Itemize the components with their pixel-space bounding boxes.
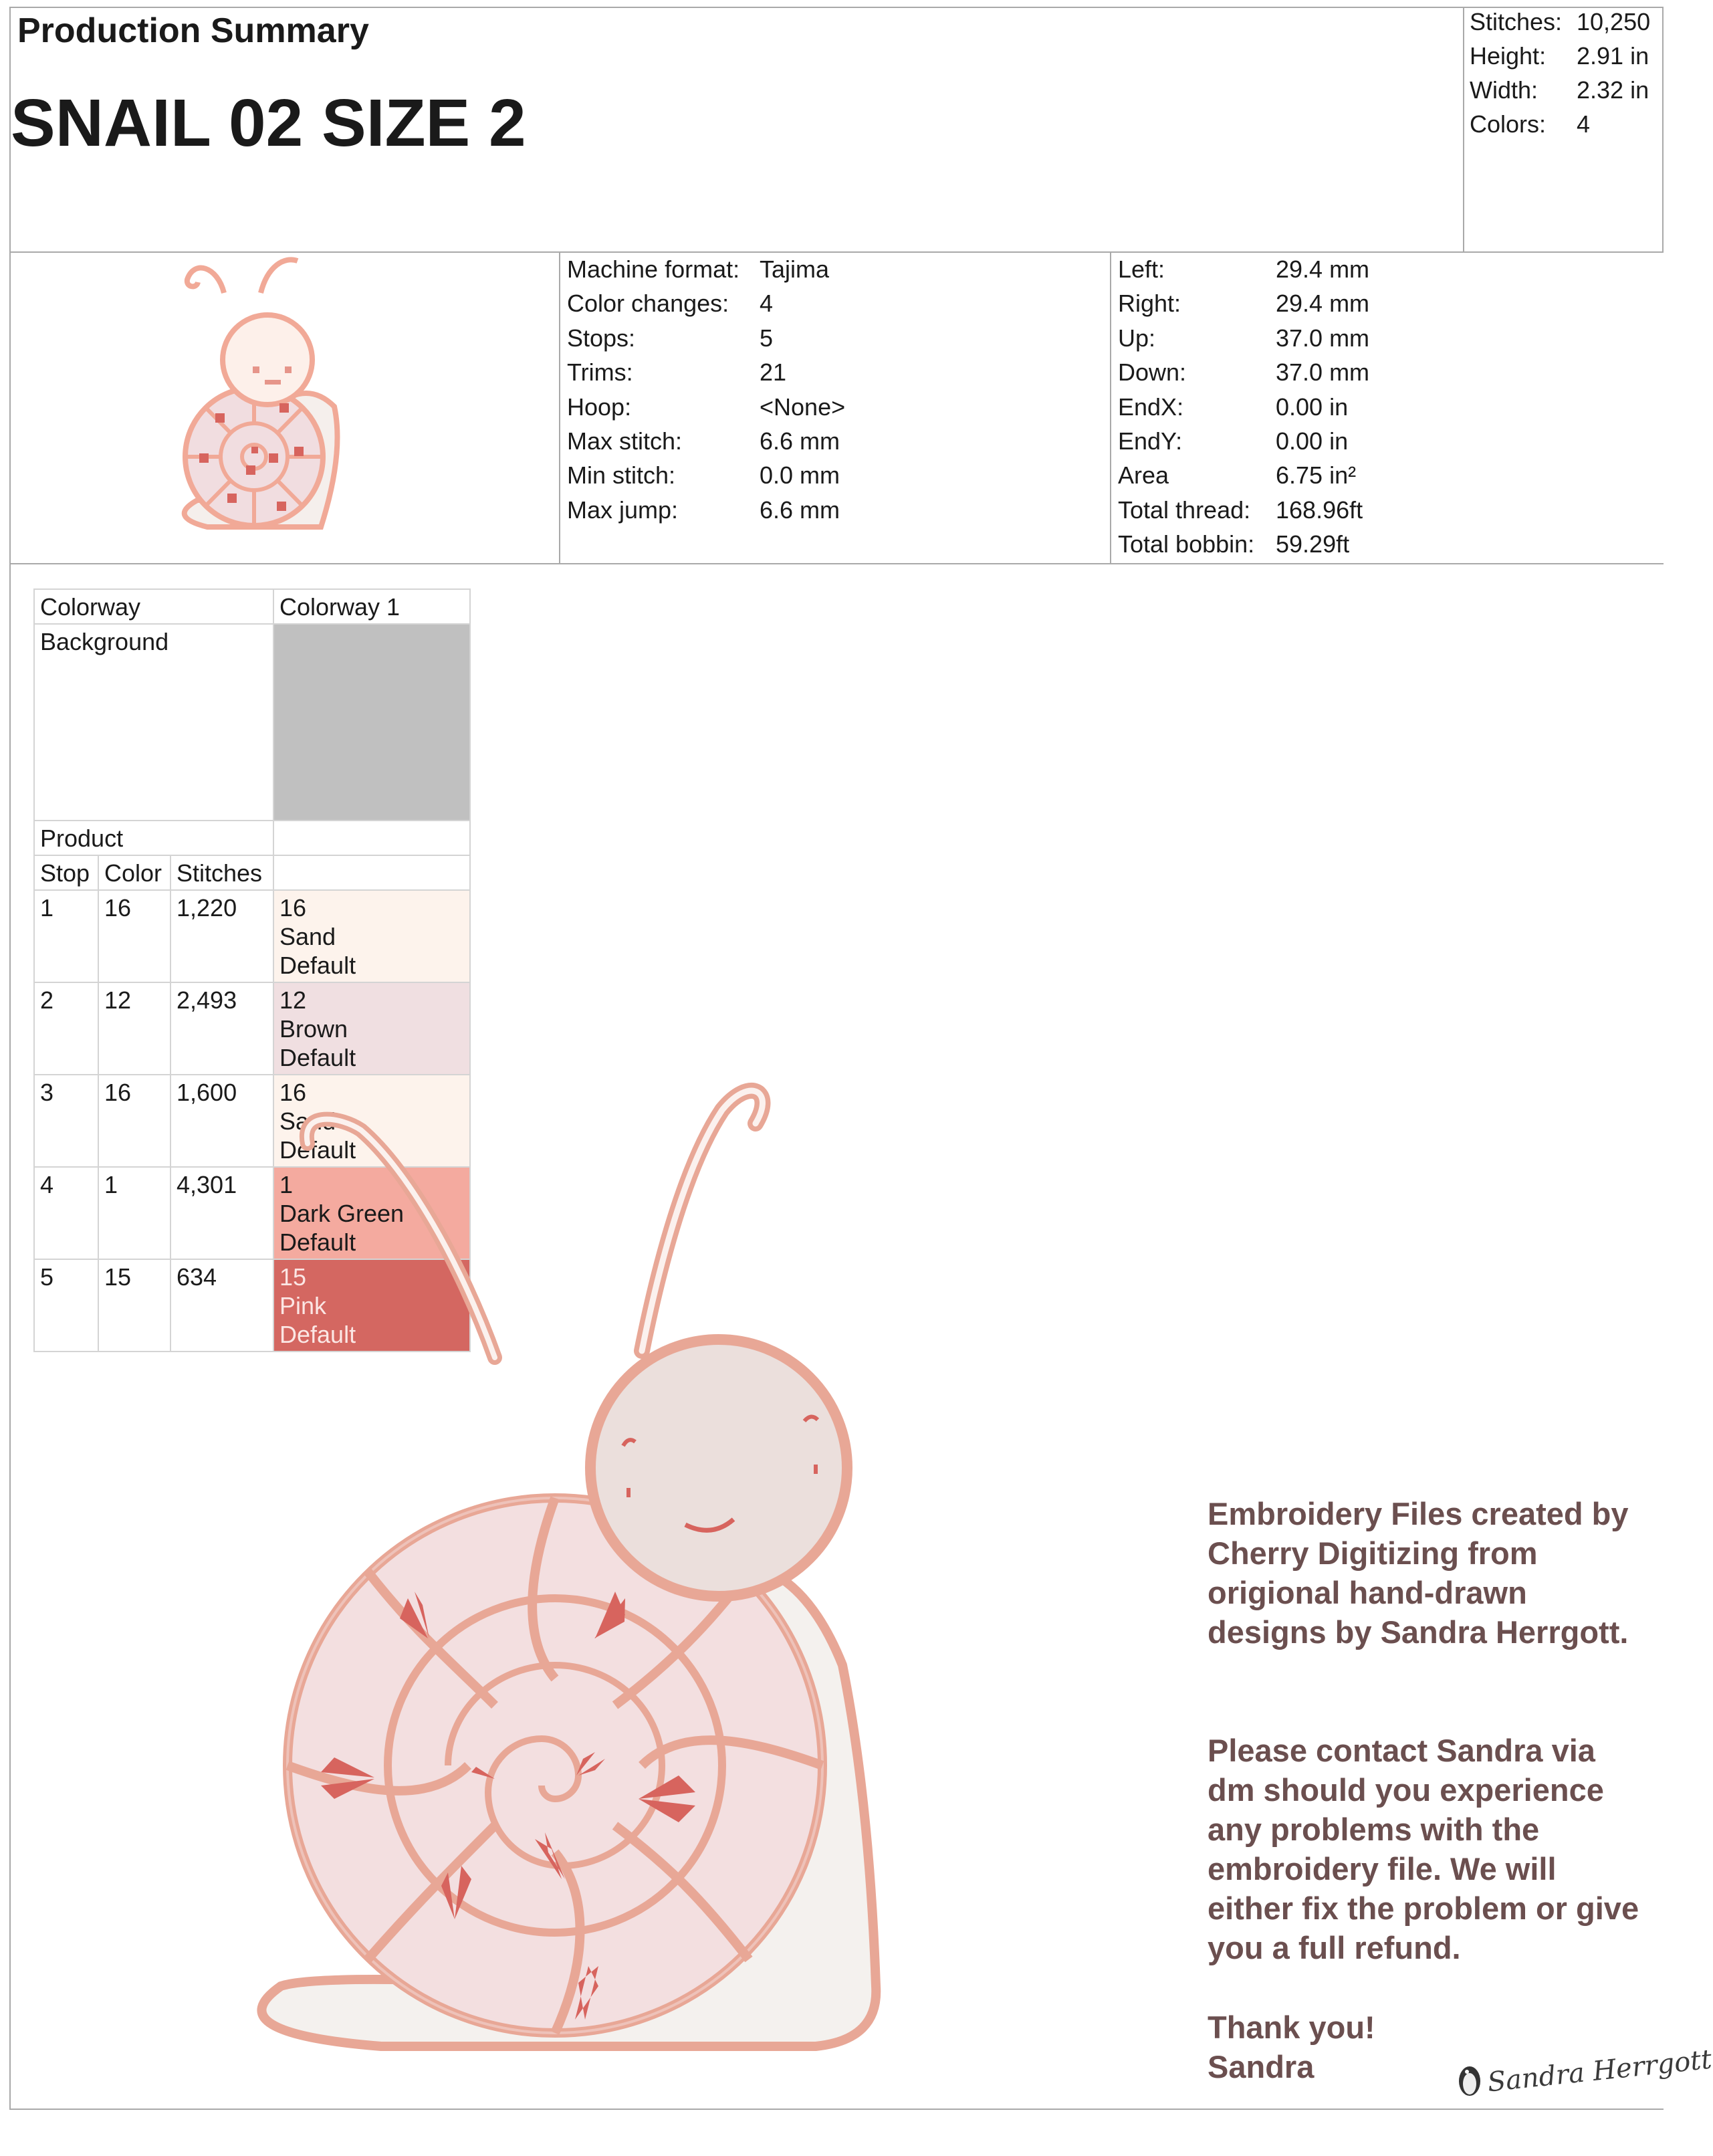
summary-stat-label: Width: (1470, 76, 1538, 104)
extents-info-label: Down: (1118, 358, 1187, 387)
thread-name: Sand (279, 1107, 336, 1135)
machine-info-label: Hoop: (567, 393, 632, 421)
stop-color: 16 (98, 1075, 170, 1167)
thread-num: 15 (279, 1263, 307, 1291)
contact-note: Please contact Sandra via dm should you experience any problems with the embroidery file. We will either fix the problem or give you a full refund. (1208, 1733, 1639, 1965)
summary-stat-label: Stitches: (1470, 8, 1563, 35)
product-label: Product (34, 821, 273, 855)
credit-note: Embroidery Files created by Cherry Digitizing from origional hand-drawn designs by Sandra Herrgott. (1208, 1496, 1629, 1650)
snail-head (590, 1339, 847, 1596)
extents-info-label: Area (1118, 461, 1169, 490)
thanks-text: Thank you! (1208, 2010, 1375, 2045)
thread-swatch (273, 982, 470, 1075)
signature-logo (1455, 2044, 1713, 2104)
extents-info-value: 59.29ft (1276, 530, 1350, 558)
thread-name: Dark Green (279, 1200, 405, 1227)
thread-chart: Default (279, 952, 356, 979)
machine-info-label: Max jump: (567, 496, 679, 524)
extents-info-value: 29.4 mm (1276, 290, 1370, 318)
colorway-label: Colorway (34, 589, 273, 624)
colorway-header-row (34, 589, 470, 624)
extents-info-label: Right: (1118, 290, 1181, 318)
thread-num: 1 (279, 1171, 294, 1198)
thread-chart: Default (279, 1321, 356, 1348)
thumbnail-snail (185, 259, 338, 527)
colorway-name: Colorway 1 (273, 589, 470, 624)
column-header-stop: Stop (34, 855, 98, 890)
stop-stop: 4 (34, 1167, 98, 1259)
extents-info-label: Left: (1118, 255, 1165, 283)
stop-stop: 5 (34, 1259, 98, 1352)
thread-name: Sand (279, 923, 336, 950)
extents-info-value: 0.00 in (1276, 393, 1349, 421)
background-label: Background (34, 624, 273, 821)
extents-info-label: Up: (1118, 324, 1156, 352)
stop-stitches: 634 (170, 1259, 273, 1352)
thread-name: Pink (279, 1292, 327, 1319)
extents-info-value: 168.96ft (1276, 496, 1363, 524)
background-row (34, 624, 470, 821)
divider (1110, 251, 1111, 564)
machine-info-label: Color changes: (567, 290, 729, 318)
product-value (273, 821, 470, 855)
extents-info-value: 6.75 in² (1276, 461, 1357, 490)
stop-stitches: 2,493 (170, 982, 273, 1075)
thread-num: 16 (279, 894, 307, 922)
machine-info-label: Min stitch: (567, 461, 676, 490)
divider (9, 563, 1664, 564)
machine-info-value: Tajima (760, 255, 830, 283)
stop-color: 12 (98, 982, 170, 1075)
machine-info-value: <None> (760, 393, 846, 421)
column-header-row (34, 855, 470, 890)
stop-color: 15 (98, 1259, 170, 1352)
machine-info-value: 6.6 mm (760, 496, 840, 524)
stop-color: 1 (98, 1167, 170, 1259)
stop-stitches: 1,220 (170, 890, 273, 982)
column-header-color: Color (98, 855, 170, 890)
machine-info-value: 5 (760, 324, 774, 352)
extents-info-label: EndY: (1118, 427, 1183, 455)
divider (9, 7, 1662, 8)
stop-stop: 2 (34, 982, 98, 1075)
design-name: SNAIL 02 SIZE 2 (11, 86, 526, 160)
stop-stop: 3 (34, 1075, 98, 1167)
stop-stitches: 4,301 (170, 1167, 273, 1259)
background-swatch (273, 624, 470, 821)
divider (1662, 7, 1664, 253)
column-header-stitches: Stitches (170, 855, 273, 890)
embroidery-preview (241, 1063, 1083, 2093)
machine-info-value: 4 (760, 290, 774, 318)
thread-num: 16 (279, 1079, 307, 1106)
color-stop-row (34, 982, 470, 1075)
sign-name: Sandra (1208, 2049, 1315, 2084)
stop-stop: 1 (34, 890, 98, 982)
machine-info-label: Stops: (567, 324, 636, 352)
product-row (34, 821, 470, 855)
summary-stat-label: Colors: (1470, 110, 1547, 138)
machine-info-value: 0.0 mm (760, 461, 840, 490)
divider (559, 251, 560, 564)
extents-info-label: EndX: (1118, 393, 1184, 421)
thread-name: Brown (279, 1015, 348, 1043)
machine-info-label: Machine format: (567, 255, 740, 283)
penguin-icon (1455, 2058, 1484, 2098)
thread-num: 12 (279, 986, 307, 1014)
signature-text: Sandra Herrgott (1486, 2044, 1713, 2098)
stop-color: 16 (98, 890, 170, 982)
stop-stitches: 1,600 (170, 1075, 273, 1167)
machine-info-label: Max stitch: (567, 427, 683, 455)
machine-info-value: 21 (760, 358, 787, 387)
extents-info-value: 0.00 in (1276, 427, 1349, 455)
extents-info-value: 29.4 mm (1276, 255, 1370, 283)
extents-info-value: 37.0 mm (1276, 324, 1370, 352)
divider (9, 7, 11, 2109)
divider (9, 2109, 1664, 2110)
design-thumbnail (154, 253, 421, 560)
thread-chart: Default (279, 1136, 356, 1164)
column-header-swatch (273, 855, 470, 890)
summary-stat-value: 2.91 in (1577, 42, 1649, 70)
summary-stat-value: 10,250 (1577, 8, 1651, 35)
extents-info-value: 37.0 mm (1276, 358, 1370, 387)
summary-stat-value: 2.32 in (1577, 76, 1649, 104)
snail-antennae (307, 1091, 763, 1358)
thread-chart: Default (279, 1044, 356, 1071)
report-label: Production Summary (17, 11, 369, 50)
extents-info-label: Total thread: (1118, 496, 1251, 524)
thread-swatch (273, 890, 470, 982)
machine-info-value: 6.6 mm (760, 427, 840, 455)
machine-info-label: Trims: (567, 358, 633, 387)
divider (1463, 7, 1464, 253)
thread-chart: Default (279, 1228, 356, 1256)
summary-stat-value: 4 (1577, 110, 1591, 138)
color-stop-row (34, 890, 470, 982)
summary-stat-label: Height: (1470, 42, 1547, 70)
extents-info-label: Total bobbin: (1118, 530, 1255, 558)
